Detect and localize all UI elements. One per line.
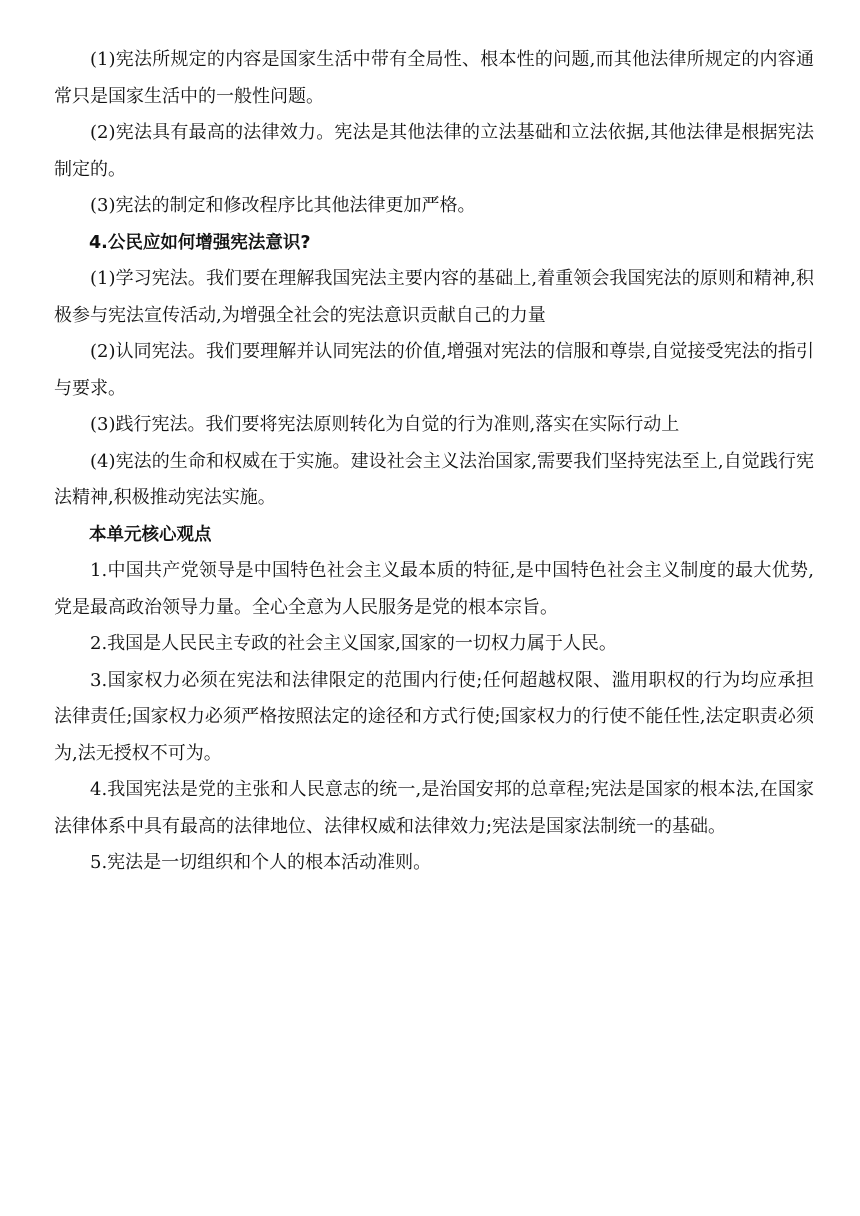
- paragraph-practice-constitution: (3)践行宪法。我们要将宪法原则转化为自觉的行为准则,落实在实际行动上: [90, 414, 680, 435]
- paragraph-identify-constitution: (2)认同宪法。我们要理解并认同宪法的价值,增强对宪法的信服和尊崇,自觉接受宪法的指引与要求。: [54, 341, 814, 399]
- document-page: [54, 42, 814, 882]
- section-heading-constitutional-awareness: 4.公民应如何增强宪法意识?: [89, 232, 311, 253]
- paragraph-core-view-5: 5.宪法是一切组织和个人的根本活动准则。: [90, 852, 432, 873]
- paragraph-constitution-content: (1)宪法所规定的内容是国家生活中带有全局性、根本性的问题,而其他法律所规定的内容通常只是国家生活中的一般性问题。: [54, 49, 814, 107]
- paragraph-core-view-2: 2.我国是人民民主专政的社会主义国家,国家的一切权力属于人民。: [90, 633, 617, 654]
- paragraph-core-view-4: 4.我国宪法是党的主张和人民意志的统一,是治国安邦的总章程;宪法是国家的根本法,在国家法律体系中具有最高的法律地位、法律权威和法律效力;宪法是国家法制统一的基础。: [54, 779, 814, 837]
- paragraph-constitution-amendment: (3)宪法的制定和修改程序比其他法律更加严格。: [90, 195, 476, 216]
- paragraph-constitution-highest-effect: (2)宪法具有最高的法律效力。宪法是其他法律的立法基础和立法依据,其他法律是根据宪法制定的。: [54, 122, 814, 180]
- paragraph-core-view-1: 1.中国共产党领导是中国特色社会主义最本质的特征,是中国特色社会主义制度的最大优势,党是最高政治领导力量。全心全意为人民服务是党的根本宗旨。: [54, 560, 814, 618]
- paragraph-core-view-3: 3.国家权力必须在宪法和法律限定的范围内行使;任何超越权限、滥用职权的行为均应承担法律责任;国家权力必须严格按照法定的途径和方式行使;国家权力的行使不能任性,法定职责必须为,法无授权不可为。: [54, 669, 814, 764]
- section-heading-core-views: 本单元核心观点: [89, 524, 212, 545]
- paragraph-constitution-implementation: (4)宪法的生命和权威在于实施。建设社会主义法治国家,需要我们坚持宪法至上,自觉践行宪法精神,积极推动宪法实施。: [54, 450, 814, 508]
- paragraph-learn-constitution: (1)学习宪法。我们要在理解我国宪法主要内容的基础上,着重领会我国宪法的原则和精神,积极参与宪法宣传活动,为增强全社会的宪法意识贡献自己的力量: [54, 268, 814, 326]
